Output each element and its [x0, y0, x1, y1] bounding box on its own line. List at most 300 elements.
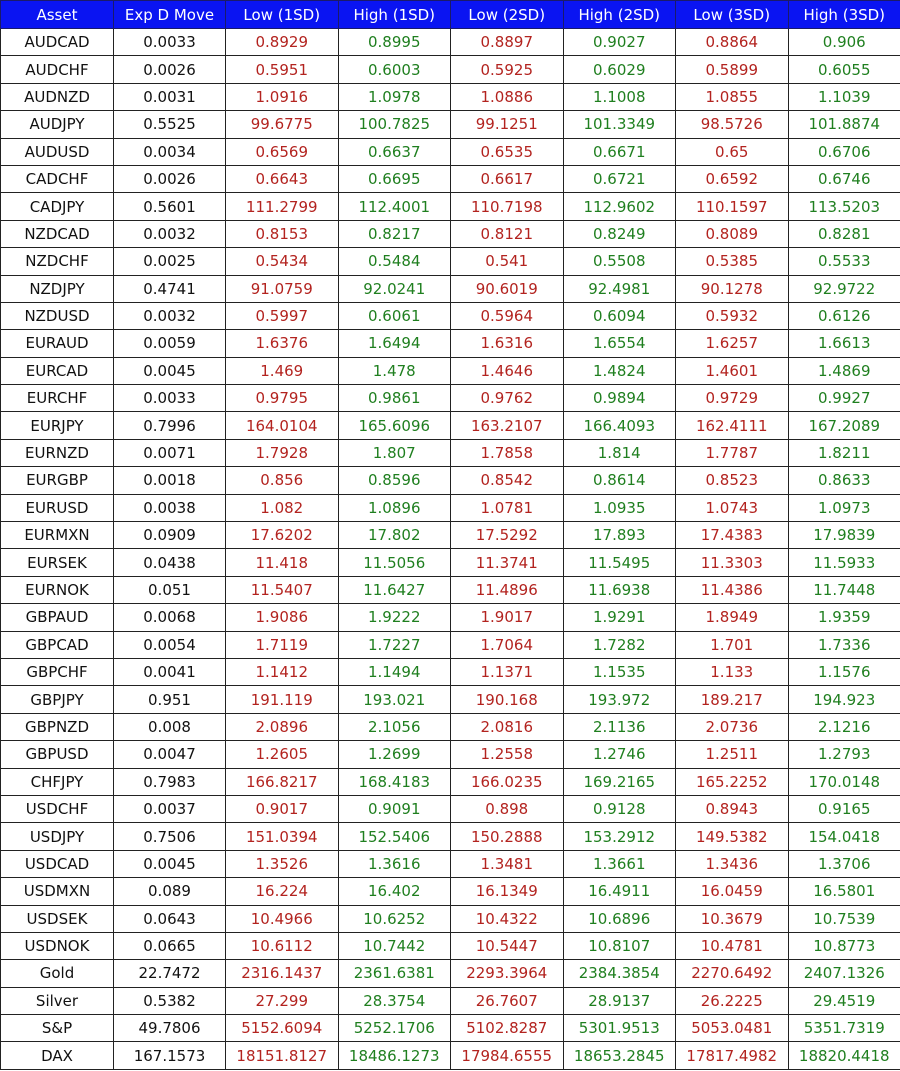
high-1sd-cell: 2.1056: [338, 713, 451, 740]
asset-cell: AUDNZD: [1, 83, 114, 110]
high-2sd-cell: 1.2746: [563, 741, 676, 768]
table-row: [1, 494, 900, 521]
low-1sd-cell: 1.082: [226, 494, 339, 521]
high-2sd-cell: 0.5508: [563, 248, 676, 275]
exp-d-move-cell: 0.4741: [114, 275, 226, 302]
low-2sd-cell: 10.5447: [451, 932, 564, 959]
low-1sd-cell: 1.469: [226, 357, 339, 384]
high-2sd-cell: 0.9128: [563, 795, 676, 822]
asset-cell: USDJPY: [1, 823, 114, 850]
low-2sd-cell: 190.168: [451, 686, 564, 713]
low-2sd-cell: 1.4646: [451, 357, 564, 384]
high-3sd-cell: 0.5533: [788, 248, 900, 275]
low-2sd-cell: 0.8897: [451, 29, 564, 56]
low-3sd-cell: 10.3679: [676, 905, 789, 932]
asset-cell: EURCHF: [1, 385, 114, 412]
low-1sd-cell: 0.9795: [226, 385, 339, 412]
low-3sd-cell: 0.5932: [676, 302, 789, 329]
table-row: [1, 275, 900, 302]
high-2sd-cell: 2.1136: [563, 713, 676, 740]
exp-d-move-cell: 22.7472: [114, 960, 226, 987]
table-row: [1, 686, 900, 713]
exp-d-move-cell: 0.0438: [114, 549, 226, 576]
high-1sd-cell: 18486.1273: [338, 1042, 451, 1069]
header-low-1sd: Low (1SD): [226, 1, 339, 29]
exp-d-move-cell: 0.0068: [114, 604, 226, 631]
header-row: [1, 1, 900, 29]
high-1sd-cell: 1.1494: [338, 658, 451, 685]
low-3sd-cell: 1.133: [676, 658, 789, 685]
high-1sd-cell: 193.021: [338, 686, 451, 713]
exp-d-move-cell: 0.0059: [114, 330, 226, 357]
low-2sd-cell: 110.7198: [451, 193, 564, 220]
low-3sd-cell: 1.701: [676, 631, 789, 658]
low-2sd-cell: 1.9017: [451, 604, 564, 631]
exp-d-move-cell: 0.051: [114, 576, 226, 603]
asset-cell: Gold: [1, 960, 114, 987]
low-2sd-cell: 26.7607: [451, 987, 564, 1014]
low-1sd-cell: 91.0759: [226, 275, 339, 302]
low-1sd-cell: 99.6775: [226, 111, 339, 138]
low-1sd-cell: 0.9017: [226, 795, 339, 822]
high-1sd-cell: 0.6061: [338, 302, 451, 329]
low-2sd-cell: 90.6019: [451, 275, 564, 302]
low-1sd-cell: 5152.6094: [226, 1015, 339, 1042]
high-3sd-cell: 17.9839: [788, 522, 900, 549]
low-3sd-cell: 0.8864: [676, 29, 789, 56]
high-1sd-cell: 5252.1706: [338, 1015, 451, 1042]
low-3sd-cell: 10.4781: [676, 932, 789, 959]
low-1sd-cell: 1.3526: [226, 850, 339, 877]
exp-d-move-cell: 0.5525: [114, 111, 226, 138]
low-3sd-cell: 0.65: [676, 138, 789, 165]
high-1sd-cell: 1.2699: [338, 741, 451, 768]
table-row: [1, 1042, 900, 1069]
asset-cell: Silver: [1, 987, 114, 1014]
table-row: [1, 795, 900, 822]
high-3sd-cell: 1.9359: [788, 604, 900, 631]
low-1sd-cell: 0.5997: [226, 302, 339, 329]
high-2sd-cell: 1.4824: [563, 357, 676, 384]
asset-cell: NZDJPY: [1, 275, 114, 302]
exp-d-move-cell: 0.089: [114, 878, 226, 905]
low-2sd-cell: 1.7064: [451, 631, 564, 658]
exp-d-move-cell: 0.5382: [114, 987, 226, 1014]
high-2sd-cell: 1.9291: [563, 604, 676, 631]
high-3sd-cell: 101.8874: [788, 111, 900, 138]
asset-cell: GBPAUD: [1, 604, 114, 631]
exp-d-move-cell: 0.0018: [114, 467, 226, 494]
high-3sd-cell: 0.6706: [788, 138, 900, 165]
high-3sd-cell: 11.7448: [788, 576, 900, 603]
asset-cell: EURSEK: [1, 549, 114, 576]
asset-cell: USDMXN: [1, 878, 114, 905]
high-3sd-cell: 1.6613: [788, 330, 900, 357]
high-2sd-cell: 0.6029: [563, 56, 676, 83]
low-3sd-cell: 90.1278: [676, 275, 789, 302]
high-1sd-cell: 168.4183: [338, 768, 451, 795]
high-2sd-cell: 169.2165: [563, 768, 676, 795]
exp-d-move-cell: 0.0047: [114, 741, 226, 768]
exp-d-move-cell: 0.7996: [114, 412, 226, 439]
low-1sd-cell: 2.0896: [226, 713, 339, 740]
high-3sd-cell: 0.9927: [788, 385, 900, 412]
high-2sd-cell: 0.8614: [563, 467, 676, 494]
high-2sd-cell: 166.4093: [563, 412, 676, 439]
table-header: [1, 1, 900, 29]
table-row: [1, 905, 900, 932]
table-row: [1, 850, 900, 877]
exp-d-move-cell: 0.0909: [114, 522, 226, 549]
high-3sd-cell: 0.906: [788, 29, 900, 56]
table-row: [1, 576, 900, 603]
low-1sd-cell: 10.4966: [226, 905, 339, 932]
low-2sd-cell: 2.0816: [451, 713, 564, 740]
exp-d-move-cell: 0.0037: [114, 795, 226, 822]
table-row: [1, 302, 900, 329]
high-3sd-cell: 1.2793: [788, 741, 900, 768]
exp-d-move-cell: 0.951: [114, 686, 226, 713]
high-2sd-cell: 1.814: [563, 439, 676, 466]
high-3sd-cell: 1.8211: [788, 439, 900, 466]
high-2sd-cell: 11.5495: [563, 549, 676, 576]
low-2sd-cell: 10.4322: [451, 905, 564, 932]
high-1sd-cell: 2361.6381: [338, 960, 451, 987]
table-row: [1, 385, 900, 412]
table-row: [1, 713, 900, 740]
table-row: [1, 412, 900, 439]
low-1sd-cell: 1.1412: [226, 658, 339, 685]
exp-d-move-cell: 0.0054: [114, 631, 226, 658]
table-row: [1, 768, 900, 795]
high-3sd-cell: 0.9165: [788, 795, 900, 822]
high-2sd-cell: 92.4981: [563, 275, 676, 302]
high-2sd-cell: 193.972: [563, 686, 676, 713]
high-1sd-cell: 1.3616: [338, 850, 451, 877]
low-3sd-cell: 1.7787: [676, 439, 789, 466]
low-2sd-cell: 0.541: [451, 248, 564, 275]
low-1sd-cell: 1.2605: [226, 741, 339, 768]
table-row: [1, 220, 900, 247]
high-1sd-cell: 0.6695: [338, 165, 451, 192]
table-row: [1, 987, 900, 1014]
low-2sd-cell: 0.8542: [451, 467, 564, 494]
high-3sd-cell: 0.6126: [788, 302, 900, 329]
exp-d-move-cell: 0.5601: [114, 193, 226, 220]
low-1sd-cell: 164.0104: [226, 412, 339, 439]
asset-cell: S&P: [1, 1015, 114, 1042]
exp-d-move-cell: 0.0033: [114, 29, 226, 56]
high-3sd-cell: 1.1039: [788, 83, 900, 110]
high-1sd-cell: 0.5484: [338, 248, 451, 275]
low-1sd-cell: 10.6112: [226, 932, 339, 959]
high-1sd-cell: 17.802: [338, 522, 451, 549]
high-2sd-cell: 112.9602: [563, 193, 676, 220]
high-2sd-cell: 16.4911: [563, 878, 676, 905]
asset-cell: GBPCHF: [1, 658, 114, 685]
low-3sd-cell: 162.4111: [676, 412, 789, 439]
high-2sd-cell: 0.6721: [563, 165, 676, 192]
exp-d-move-cell: 0.0026: [114, 165, 226, 192]
low-3sd-cell: 1.2511: [676, 741, 789, 768]
low-1sd-cell: 191.119: [226, 686, 339, 713]
low-3sd-cell: 1.4601: [676, 357, 789, 384]
header-high-3sd: High (3SD): [788, 1, 900, 29]
low-2sd-cell: 1.7858: [451, 439, 564, 466]
exp-d-move-cell: 0.0071: [114, 439, 226, 466]
low-1sd-cell: 0.5951: [226, 56, 339, 83]
table-row: [1, 604, 900, 631]
asset-cell: EURGBP: [1, 467, 114, 494]
low-1sd-cell: 166.8217: [226, 768, 339, 795]
header-asset: Asset: [1, 1, 114, 29]
high-3sd-cell: 170.0148: [788, 768, 900, 795]
high-1sd-cell: 1.807: [338, 439, 451, 466]
table-row: [1, 878, 900, 905]
asset-cell: AUDCAD: [1, 29, 114, 56]
high-3sd-cell: 0.8281: [788, 220, 900, 247]
table-row: [1, 83, 900, 110]
low-3sd-cell: 2.0736: [676, 713, 789, 740]
low-1sd-cell: 111.2799: [226, 193, 339, 220]
high-1sd-cell: 0.8217: [338, 220, 451, 247]
low-2sd-cell: 0.5925: [451, 56, 564, 83]
asset-cell: GBPJPY: [1, 686, 114, 713]
asset-cell: EURNZD: [1, 439, 114, 466]
low-3sd-cell: 16.0459: [676, 878, 789, 905]
low-3sd-cell: 5053.0481: [676, 1015, 789, 1042]
exp-d-move-cell: 0.0041: [114, 658, 226, 685]
asset-cell: AUDCHF: [1, 56, 114, 83]
table-body: [1, 29, 900, 1070]
header-high-2sd: High (2SD): [563, 1, 676, 29]
low-3sd-cell: 1.0855: [676, 83, 789, 110]
low-2sd-cell: 0.9762: [451, 385, 564, 412]
high-1sd-cell: 1.0978: [338, 83, 451, 110]
high-2sd-cell: 10.6896: [563, 905, 676, 932]
high-1sd-cell: 1.6494: [338, 330, 451, 357]
low-2sd-cell: 1.0781: [451, 494, 564, 521]
high-3sd-cell: 1.7336: [788, 631, 900, 658]
exp-d-move-cell: 167.1573: [114, 1042, 226, 1069]
low-2sd-cell: 1.6316: [451, 330, 564, 357]
table-row: [1, 357, 900, 384]
low-3sd-cell: 189.217: [676, 686, 789, 713]
low-3sd-cell: 1.0743: [676, 494, 789, 521]
high-1sd-cell: 0.9861: [338, 385, 451, 412]
asset-cell: GBPCAD: [1, 631, 114, 658]
high-2sd-cell: 0.9027: [563, 29, 676, 56]
low-3sd-cell: 11.4386: [676, 576, 789, 603]
exp-d-move-cell: 0.0032: [114, 220, 226, 247]
table-row: [1, 439, 900, 466]
table-row: [1, 193, 900, 220]
low-1sd-cell: 16.224: [226, 878, 339, 905]
low-2sd-cell: 16.1349: [451, 878, 564, 905]
low-3sd-cell: 0.6592: [676, 165, 789, 192]
low-1sd-cell: 0.5434: [226, 248, 339, 275]
low-3sd-cell: 0.5385: [676, 248, 789, 275]
table-row: [1, 631, 900, 658]
table-row: [1, 56, 900, 83]
high-2sd-cell: 11.6938: [563, 576, 676, 603]
high-1sd-cell: 16.402: [338, 878, 451, 905]
high-3sd-cell: 1.0973: [788, 494, 900, 521]
low-3sd-cell: 0.8943: [676, 795, 789, 822]
table-row: [1, 932, 900, 959]
low-1sd-cell: 151.0394: [226, 823, 339, 850]
low-2sd-cell: 166.0235: [451, 768, 564, 795]
asset-cell: NZDCAD: [1, 220, 114, 247]
table-row: [1, 1015, 900, 1042]
table-row: [1, 29, 900, 56]
low-2sd-cell: 17984.6555: [451, 1042, 564, 1069]
low-2sd-cell: 0.6617: [451, 165, 564, 192]
low-1sd-cell: 0.6643: [226, 165, 339, 192]
asset-cell: CADJPY: [1, 193, 114, 220]
high-1sd-cell: 10.6252: [338, 905, 451, 932]
low-1sd-cell: 11.418: [226, 549, 339, 576]
low-2sd-cell: 163.2107: [451, 412, 564, 439]
low-3sd-cell: 17817.4982: [676, 1042, 789, 1069]
table-row: [1, 248, 900, 275]
low-3sd-cell: 110.1597: [676, 193, 789, 220]
low-2sd-cell: 1.3481: [451, 850, 564, 877]
asset-cell: CHFJPY: [1, 768, 114, 795]
exp-d-move-cell: 0.7983: [114, 768, 226, 795]
high-3sd-cell: 10.8773: [788, 932, 900, 959]
low-3sd-cell: 26.2225: [676, 987, 789, 1014]
asset-cell: USDCHF: [1, 795, 114, 822]
table-row: [1, 522, 900, 549]
exp-d-move-cell: 0.0045: [114, 850, 226, 877]
high-2sd-cell: 1.1535: [563, 658, 676, 685]
high-3sd-cell: 10.7539: [788, 905, 900, 932]
low-1sd-cell: 0.8929: [226, 29, 339, 56]
high-2sd-cell: 101.3349: [563, 111, 676, 138]
asset-cell: EURNOK: [1, 576, 114, 603]
low-1sd-cell: 0.8153: [226, 220, 339, 247]
low-3sd-cell: 11.3303: [676, 549, 789, 576]
asset-cell: AUDJPY: [1, 111, 114, 138]
table-row: [1, 165, 900, 192]
exp-d-move-cell: 0.0033: [114, 385, 226, 412]
low-1sd-cell: 18151.8127: [226, 1042, 339, 1069]
high-3sd-cell: 29.4519: [788, 987, 900, 1014]
asset-cell: EURUSD: [1, 494, 114, 521]
high-1sd-cell: 0.6637: [338, 138, 451, 165]
high-1sd-cell: 152.5406: [338, 823, 451, 850]
low-1sd-cell: 1.9086: [226, 604, 339, 631]
exp-d-move-cell: 0.0643: [114, 905, 226, 932]
exp-d-move-cell: 0.0032: [114, 302, 226, 329]
high-1sd-cell: 165.6096: [338, 412, 451, 439]
high-2sd-cell: 1.0935: [563, 494, 676, 521]
low-2sd-cell: 0.8121: [451, 220, 564, 247]
low-3sd-cell: 1.6257: [676, 330, 789, 357]
low-2sd-cell: 0.6535: [451, 138, 564, 165]
exp-d-move-cell: 0.008: [114, 713, 226, 740]
low-3sd-cell: 0.8523: [676, 467, 789, 494]
low-3sd-cell: 1.8949: [676, 604, 789, 631]
table-row: [1, 138, 900, 165]
exp-d-move-cell: 0.0026: [114, 56, 226, 83]
high-1sd-cell: 92.0241: [338, 275, 451, 302]
high-2sd-cell: 1.6554: [563, 330, 676, 357]
low-1sd-cell: 17.6202: [226, 522, 339, 549]
exp-d-move-cell: 0.0031: [114, 83, 226, 110]
asset-cell: USDCAD: [1, 850, 114, 877]
asset-cell: EURMXN: [1, 522, 114, 549]
low-2sd-cell: 11.4896: [451, 576, 564, 603]
high-3sd-cell: 113.5203: [788, 193, 900, 220]
high-2sd-cell: 2384.3854: [563, 960, 676, 987]
high-2sd-cell: 5301.9513: [563, 1015, 676, 1042]
high-2sd-cell: 153.2912: [563, 823, 676, 850]
low-1sd-cell: 0.856: [226, 467, 339, 494]
low-2sd-cell: 150.2888: [451, 823, 564, 850]
asset-cell: USDNOK: [1, 932, 114, 959]
asset-cell: CADCHF: [1, 165, 114, 192]
low-1sd-cell: 27.299: [226, 987, 339, 1014]
exp-d-move-cell: 49.7806: [114, 1015, 226, 1042]
table-row: [1, 111, 900, 138]
table-row: [1, 741, 900, 768]
asset-cell: AUDUSD: [1, 138, 114, 165]
header-low-3sd: Low (3SD): [676, 1, 789, 29]
high-1sd-cell: 28.3754: [338, 987, 451, 1014]
low-2sd-cell: 1.2558: [451, 741, 564, 768]
high-3sd-cell: 5351.7319: [788, 1015, 900, 1042]
table-row: [1, 467, 900, 494]
low-2sd-cell: 1.0886: [451, 83, 564, 110]
exp-d-move-cell: 0.0038: [114, 494, 226, 521]
low-3sd-cell: 149.5382: [676, 823, 789, 850]
high-3sd-cell: 11.5933: [788, 549, 900, 576]
table-row: [1, 549, 900, 576]
asset-cell: NZDCHF: [1, 248, 114, 275]
high-3sd-cell: 0.6055: [788, 56, 900, 83]
high-3sd-cell: 1.3706: [788, 850, 900, 877]
asset-cell: EURCAD: [1, 357, 114, 384]
high-1sd-cell: 11.5056: [338, 549, 451, 576]
low-1sd-cell: 1.7119: [226, 631, 339, 658]
low-2sd-cell: 99.1251: [451, 111, 564, 138]
high-3sd-cell: 194.923: [788, 686, 900, 713]
high-3sd-cell: 0.8633: [788, 467, 900, 494]
asset-cell: NZDUSD: [1, 302, 114, 329]
exp-d-move-cell: 0.0665: [114, 932, 226, 959]
high-1sd-cell: 1.478: [338, 357, 451, 384]
high-1sd-cell: 0.9091: [338, 795, 451, 822]
high-1sd-cell: 100.7825: [338, 111, 451, 138]
high-2sd-cell: 0.6671: [563, 138, 676, 165]
asset-cell: EURJPY: [1, 412, 114, 439]
header-low-2sd: Low (2SD): [451, 1, 564, 29]
table-row: [1, 960, 900, 987]
low-2sd-cell: 1.1371: [451, 658, 564, 685]
high-2sd-cell: 1.1008: [563, 83, 676, 110]
exp-d-move-cell: 0.0045: [114, 357, 226, 384]
high-3sd-cell: 2407.1326: [788, 960, 900, 987]
high-2sd-cell: 17.893: [563, 522, 676, 549]
high-3sd-cell: 167.2089: [788, 412, 900, 439]
low-2sd-cell: 2293.3964: [451, 960, 564, 987]
low-1sd-cell: 1.0916: [226, 83, 339, 110]
high-2sd-cell: 18653.2845: [563, 1042, 676, 1069]
exp-d-move-cell: 0.0034: [114, 138, 226, 165]
high-2sd-cell: 1.7282: [563, 631, 676, 658]
